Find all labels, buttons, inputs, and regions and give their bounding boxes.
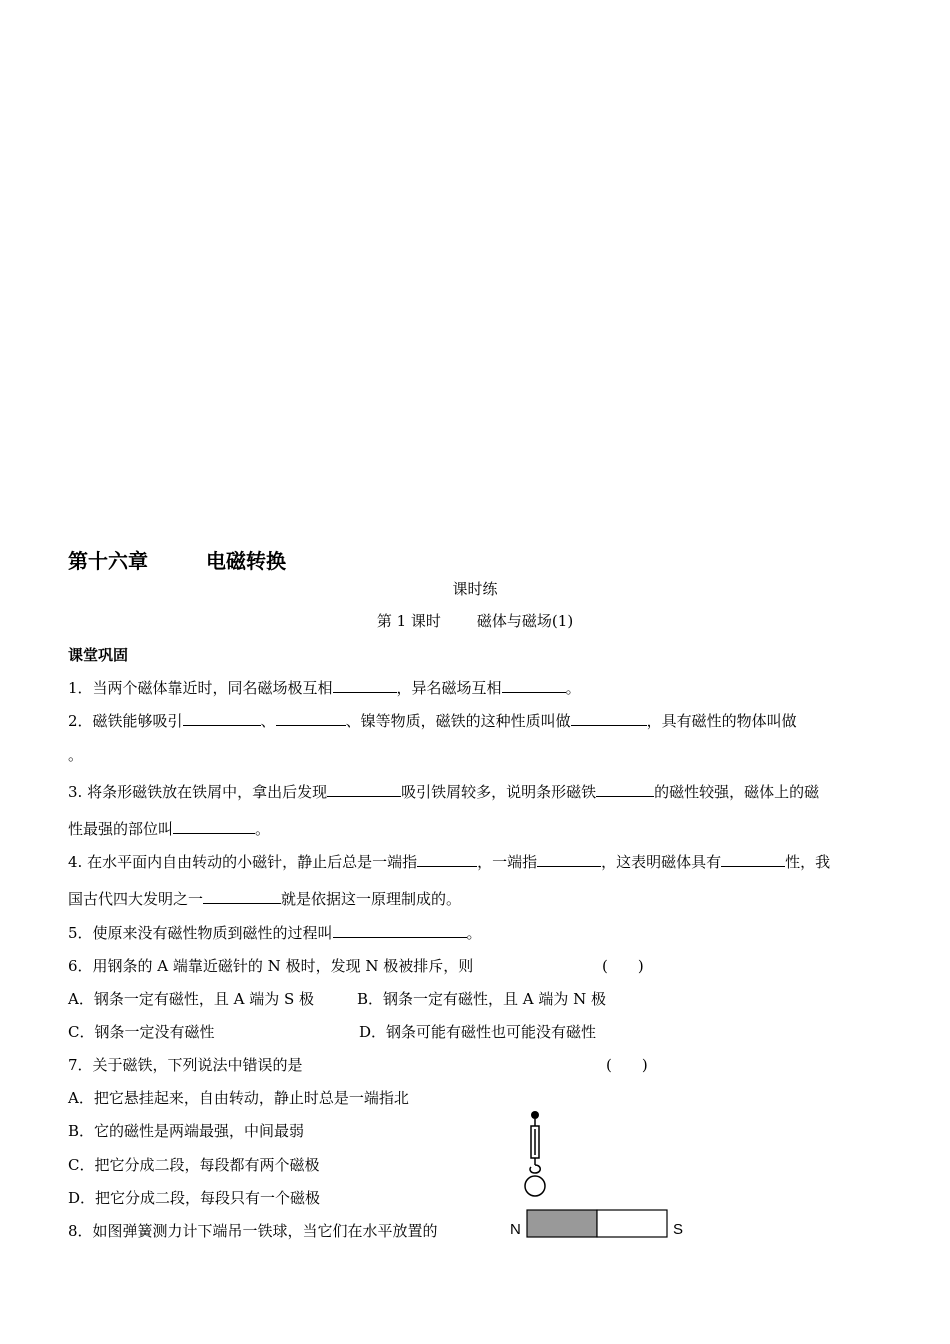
lesson-number: 第 1 课时	[376, 612, 441, 630]
iron-ball	[525, 1176, 545, 1196]
answer-blank[interactable]	[173, 819, 255, 834]
spring-scale-icon	[530, 1111, 540, 1173]
question-7-option-d[interactable]: D．把它分成二段，每段只有一个磁极	[68, 1189, 321, 1207]
question-7-option-b[interactable]: B．它的磁性是两端最强，中间最弱	[68, 1122, 305, 1140]
answer-blank[interactable]	[203, 889, 281, 904]
question-4-cont: 国古代四大发明之一 就是依据这一原理制成的。	[68, 890, 462, 908]
question-1: 1．当两个磁体靠近时，同名磁场极互相 ，异名磁场互相 。	[68, 679, 581, 697]
answer-blank[interactable]	[417, 852, 477, 867]
question-7-stem: 7．关于磁铁，下列说法中错误的是	[68, 1056, 303, 1074]
bar-magnet	[527, 1210, 667, 1237]
question-6-answer-parens[interactable]: ( )	[602, 957, 644, 975]
chapter-title: 电磁转换	[206, 549, 286, 573]
chapter-number: 第十六章	[68, 549, 148, 573]
magnet-s-label: S	[673, 1221, 684, 1238]
question-7-answer-parens[interactable]: ( )	[606, 1056, 648, 1074]
question-3-cont: 性最强的部位叫 。	[68, 820, 271, 838]
lesson-title: 磁体与磁场(1)	[476, 612, 574, 630]
question-6-option-a[interactable]: A．钢条一定有磁性，且 A 端为 S 极	[68, 990, 315, 1008]
question-7-option-a[interactable]: A．把它悬挂起来，自由转动，静止时总是一端指北	[68, 1089, 409, 1107]
answer-blank[interactable]	[183, 711, 261, 726]
question-6-option-d[interactable]: D．钢条可能有磁性也可能没有磁性	[359, 1023, 597, 1041]
answer-blank[interactable]	[537, 852, 601, 867]
question-3: 3. 将条形磁铁放在铁屑中，拿出后发现 吸引铁屑较多，说明条形磁铁 的磁性较强，磁体上的磁	[68, 783, 820, 801]
magnet-south-half	[597, 1210, 667, 1237]
question-2-end: 。	[68, 746, 84, 764]
magnet-north-half	[527, 1210, 597, 1237]
answer-blank[interactable]	[276, 711, 346, 726]
answer-blank[interactable]	[502, 678, 566, 693]
spring-scale-magnet-figure	[500, 1108, 700, 1243]
answer-blank[interactable]	[596, 782, 654, 797]
question-2: 2．磁铁能够吸引 、 、镍等物质，磁铁的这种性质叫做 ，具有磁性的物体叫做	[68, 712, 797, 730]
question-6-stem: 6．用钢条的 A 端靠近磁针的 N 极时，发现 N 极被排斥，则	[68, 957, 474, 975]
section-title: 课堂巩固	[68, 646, 129, 664]
lesson-heading	[0, 610, 950, 631]
question-8-stem: 8．如图弹簧测力计下端吊一铁球，当它们在水平放置的	[68, 1222, 438, 1240]
answer-blank[interactable]	[721, 852, 785, 867]
magnet-n-label: N	[510, 1221, 521, 1238]
question-6-option-c[interactable]: C．钢条一定没有磁性	[68, 1023, 215, 1041]
chapter-heading	[68, 545, 286, 574]
question-4: 4. 在水平面内自由转动的小磁针，静止后总是一端指 ，一端指 ，这表明磁体具有 性，我	[68, 853, 831, 871]
answer-blank[interactable]	[571, 711, 647, 726]
subtitle: 课时练	[452, 580, 498, 598]
question-6-option-b[interactable]: B．钢条一定有磁性，且 A 端为 N 极	[357, 990, 607, 1008]
question-7-option-c[interactable]: C．把它分成二段，每段都有两个磁极	[68, 1156, 320, 1174]
answer-blank[interactable]	[333, 923, 467, 938]
question-5: 5．使原来没有磁性物质到磁性的过程叫 。	[68, 924, 482, 942]
answer-blank[interactable]	[327, 782, 401, 797]
answer-blank[interactable]	[333, 678, 397, 693]
